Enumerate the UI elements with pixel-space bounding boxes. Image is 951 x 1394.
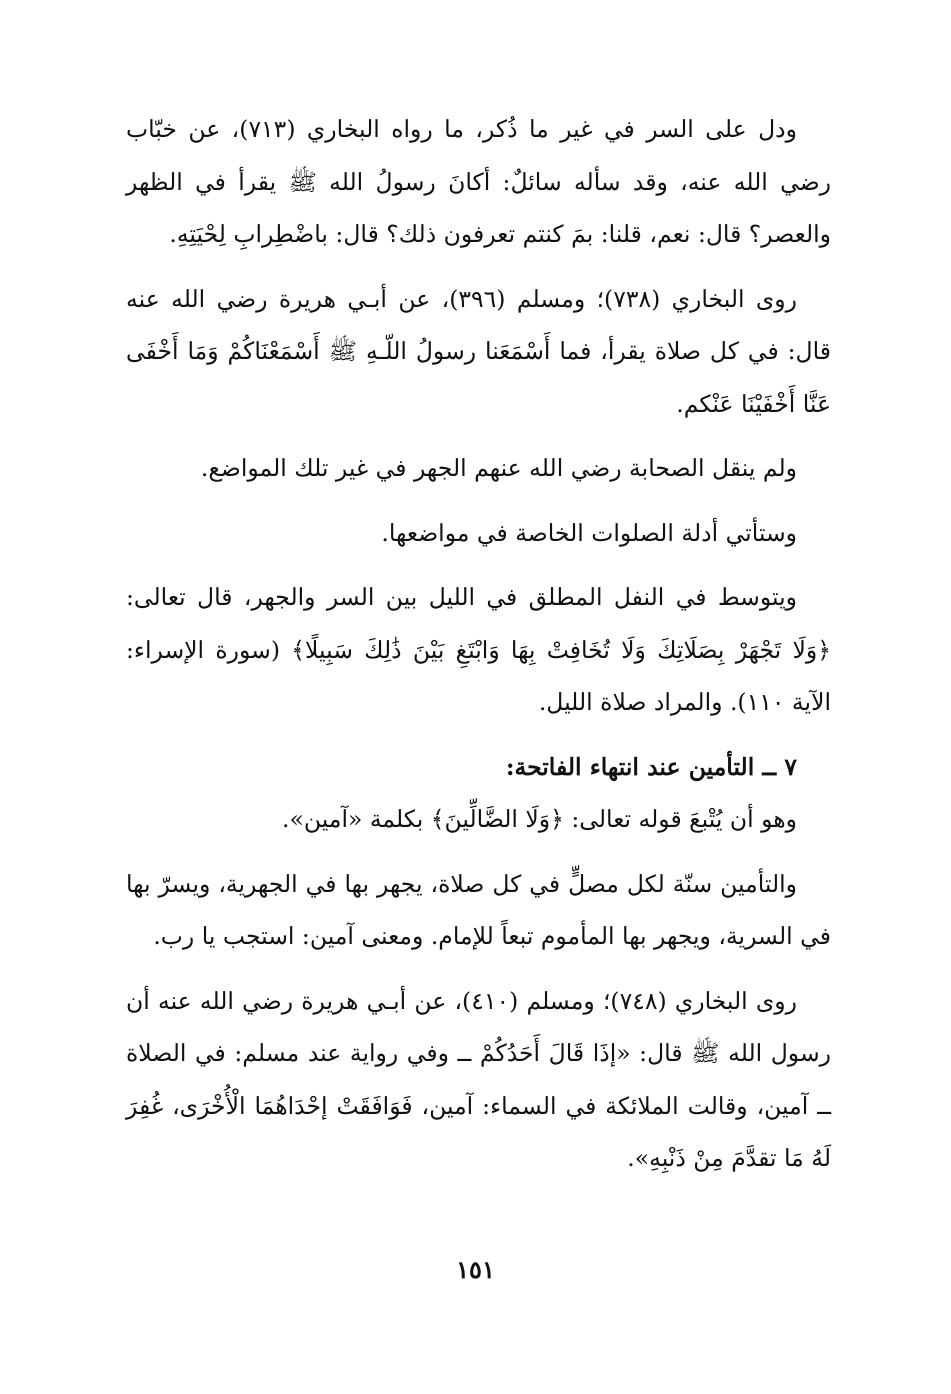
paragraph-ameen-sunnah: والتأمين سنّة لكل مصلٍّ في كل صلاة، يجهر بها في الجهرية، ويسرّ بها في السرية، ويجهر بها المأموم تبعاً للإمام. ومعنى آمين: استجب يا رب. <box>126 869 831 950</box>
paragraph-bukhari-muslim-hadith: روى البخاري (٧٣٨)؛ ومسلم (٣٩٦)، عن أبـي هريرة رضي الله عنه قال: في كل صلاة يقرأ، فما أَسْمَعَنا رسولُ اللّـهِ ﷺ أَسْمَعْنَاكُمْ وَمَا أَخْفَى عَنَّا أَخْفَيْنَا عَنْكم. <box>126 284 831 418</box>
page-number: ١٥١ <box>456 1255 495 1284</box>
section-heading-ameen: ٧ ــ التأمين عند انتهاء الفاتحة: <box>505 752 797 781</box>
body-text <box>126 103 831 1185</box>
paragraph-companions-note: ولم ينقل الصحابة رضي الله عنهم الجهر في غير تلك المواضع. <box>200 454 797 482</box>
paragraph-secret-recitation-evidence: ودل على السر في غير ما ذُكر، ما رواه البخاري (٧١٣)، عن خبّاب رضي الله عنه، وقد سأله سائلٌ: أكانَ رسولُ الله ﷺ يقرأ في الظهر والعصر؟ قال: نعم، قلنا: بمَ كنتم تعرفون ذلك؟ قال: باضْطِرابِ لِحْيَتِهِ. <box>126 115 831 248</box>
paragraph-night-prayer-verse: ويتوسط في النفل المطلق في الليل بين السر والجهر، قال تعالى: ﴿وَلَا تَجْهَرْ بِصَلَاتِكَ وَلَا تُخَافِتْ بِهَا وَابْتَغِ بَيْنَ ذَٰلِكَ سَبِيلًا﴾ (سورة الإسراء: الآية ١١٠). والمراد صلاة الليل. <box>126 583 831 716</box>
paragraph-ameen-definition: وهو أن يُتْبعَ قوله تعالى: ﴿وَلَا الضَّالِّينَ﴾ بكلمة «آمين». <box>282 805 797 833</box>
paragraph-special-prayers-note: وستأتي أدلة الصلوات الخاصة في مواضعها. <box>381 518 797 547</box>
paragraph-ameen-hadith: روى البخاري (٧٤٨)؛ ومسلم (٤١٠)، عن أبـي هريرة رضي الله عنه أن رسول الله ﷺ قال: «إذَا قَالَ أَحَدُكُمْ ــ وفي رواية عند مسلم: في الصلاة ــ آمين، وقالت الملائكة في السماء: آمين، فَوَافَقَتْ إحْدَاهُمَا الْأُخْرَى، غُفِرَ لَهُ مَا تقدَّمَ مِنْ ذَنْبِهِ». <box>126 986 831 1172</box>
